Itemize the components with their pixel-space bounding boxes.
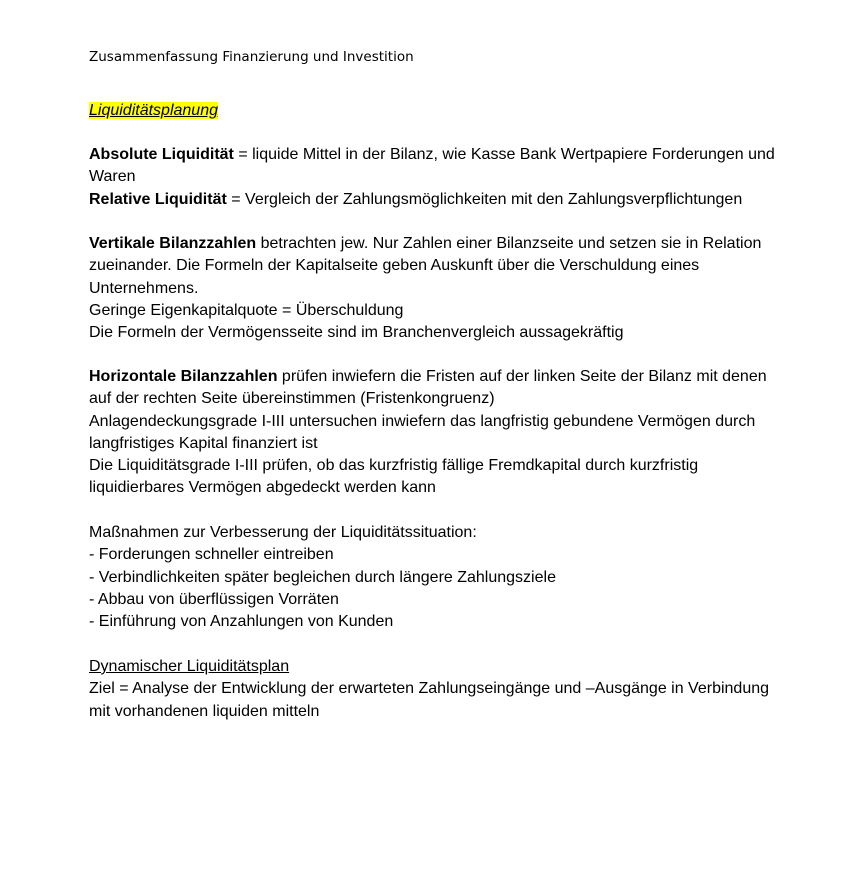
vertical-balance-section [89, 233, 789, 344]
dynamic-plan-heading-line [89, 656, 789, 678]
dynamic-plan-section [89, 656, 789, 723]
dynamic-plan-heading: Dynamischer Liquiditätsplan [89, 658, 290, 675]
document-title: Zusammenfassung Finanzierung und Investition [89, 49, 414, 65]
liquidity-definitions [89, 144, 789, 211]
measure-item: - Abbau von überflüssigen Vorräten [89, 590, 339, 608]
horizontal-balance-paragraph [89, 366, 789, 411]
asset-coverage-line: Anlagendeckungsgrade I-III untersuchen inwiefern das langfristig gebundene Vermögen durch langfristiges Kapital finanziert ist [89, 412, 756, 452]
measure-item: - Verbindlichkeiten später begleichen durch längere Zahlungsziele [89, 568, 556, 586]
section-heading-text: Liquiditätsplanung [89, 102, 218, 119]
horizontal-balance-text: prüfen inwiefern die Fristen auf der linken Seite der Bilanz mit denen auf der rechten Seite übereinstimmen (Fristenkongruenz) [89, 368, 767, 408]
relative-liquidity-term: Relative Liquidität [89, 190, 227, 208]
relative-liquidity-paragraph [89, 189, 789, 211]
vertical-balance-paragraph [89, 233, 789, 300]
measures-intro: Maßnahmen zur Verbesserung der Liquiditätssituation: [89, 524, 477, 541]
absolute-liquidity-paragraph [89, 144, 789, 189]
measures-section [89, 522, 789, 633]
asset-side-line: Die Formeln der Vermögensseite sind im Branchenvergleich aussagekräftig [89, 324, 624, 342]
relative-liquidity-text: = Vergleich der Zahlungsmöglichkeiten mit den Zahlungsverpflichtungen [226, 190, 743, 208]
liquidity-ratio-line: Die Liquiditätsgrade I-III prüfen, ob das kurzfristig fällige Fremdkapital durch kurzfristig liquidierbares Vermögen abgedeckt werden kann [89, 457, 699, 497]
vertical-balance-term: Vertikale Bilanzzahlen [89, 235, 257, 252]
dynamic-plan-text: Ziel = Analyse der Entwicklung der erwarteten Zahlungseingänge und –Ausgänge in Verbindung mit vorhandenen liquiden mitteln [89, 680, 770, 720]
horizontal-balance-section [89, 366, 789, 500]
measure-item: - Forderungen schneller eintreiben [89, 546, 334, 564]
measure-item: - Einführung von Anzahlungen von Kunden [89, 613, 394, 631]
vertical-balance-text: betrachten jew. Nur Zahlen einer Bilanzseite und setzen sie in Relation zueinander. Die Formeln der Kapitalseite geben Auskunft über die Verschuldung eines Unternehmens. [89, 235, 762, 297]
absolute-liquidity-term: Absolute Liquidität [89, 146, 234, 163]
equity-ratio-line: Geringe Eigenkapitalquote = Überschuldung [89, 301, 404, 319]
section-heading [89, 100, 789, 122]
absolute-liquidity-text: = liquide Mittel in der Bilanz, wie Kasse Bank Wertpapiere Forderungen und Waren [89, 146, 775, 186]
horizontal-balance-term: Horizontale Bilanzzahlen [89, 368, 278, 385]
